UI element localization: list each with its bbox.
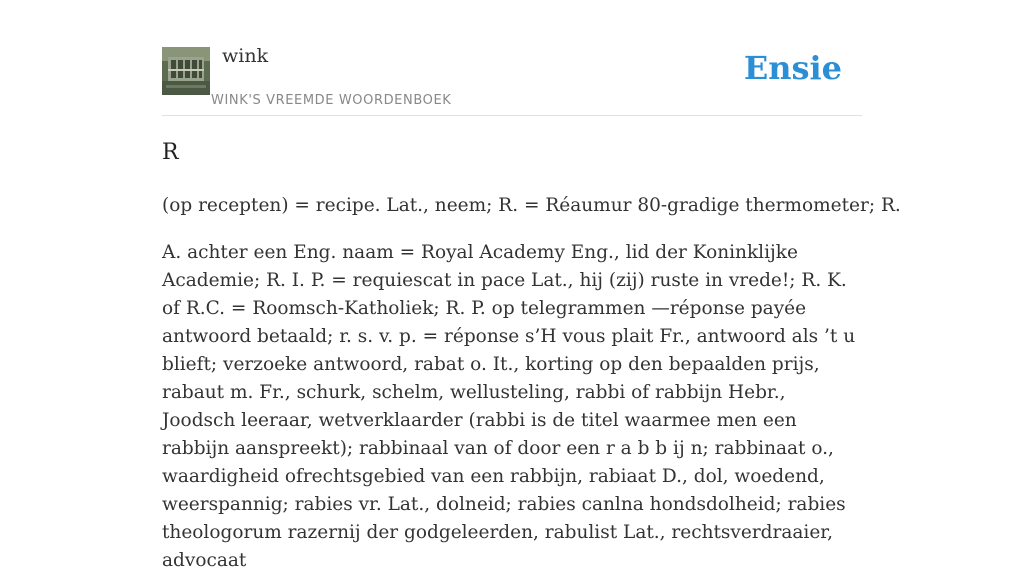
dictionary-name[interactable]: WINK'S VREEMDE WOORDENBOEK	[211, 93, 452, 108]
entry-title: R	[162, 140, 179, 165]
header	[162, 0, 862, 116]
avatar-photo-icon	[162, 47, 210, 95]
entry-paragraph: (op recepten) = recipe. Lat., neem; R. = Réaumur 80-gradige thermometer; R.	[162, 195, 901, 216]
entry-paragraph: A. achter een Eng. naam = Royal Academy Eng., lid der Koninklijke Academie; R. I. P. = requiescat in pace Lat., hij (zij) ruste in vrede!; R. K. of R.C. = Roomsch-Katholiek; R. P. op telegrammen —réponse payée antwoord betaald; r. s. v. p. = réponse s’H vous plait Fr., antwoord als ’t u blieft; verzoeke antwoord, rabat o. It., korting op den bepaalden prijs, rabaut m. Fr., schurk, schelm, wellusteling, rabbi of rabbijn Hebr., Joodsch leeraar, wetverklaarder (rabbi is de titel waarmee men een rabbijn aanspreekt); rabbinaal van of door een r a b b ij n; rabbinaat o., waardigheid ofrechtsgebied van een rabbijn, rabiaat D., dol, woedend, weerspannig; rabies vr. Lat., dolneid; rabies canlna hondsdolheid; rabies theologorum razernij der godgeleerden, rabulist Lat., rechtsverdraaier, advocaat	[162, 242, 856, 571]
author-name[interactable]: wink	[222, 45, 269, 67]
avatar[interactable]	[162, 47, 210, 95]
brand-logo[interactable]: Ensie	[743, 49, 842, 87]
page-container	[162, 0, 901, 571]
